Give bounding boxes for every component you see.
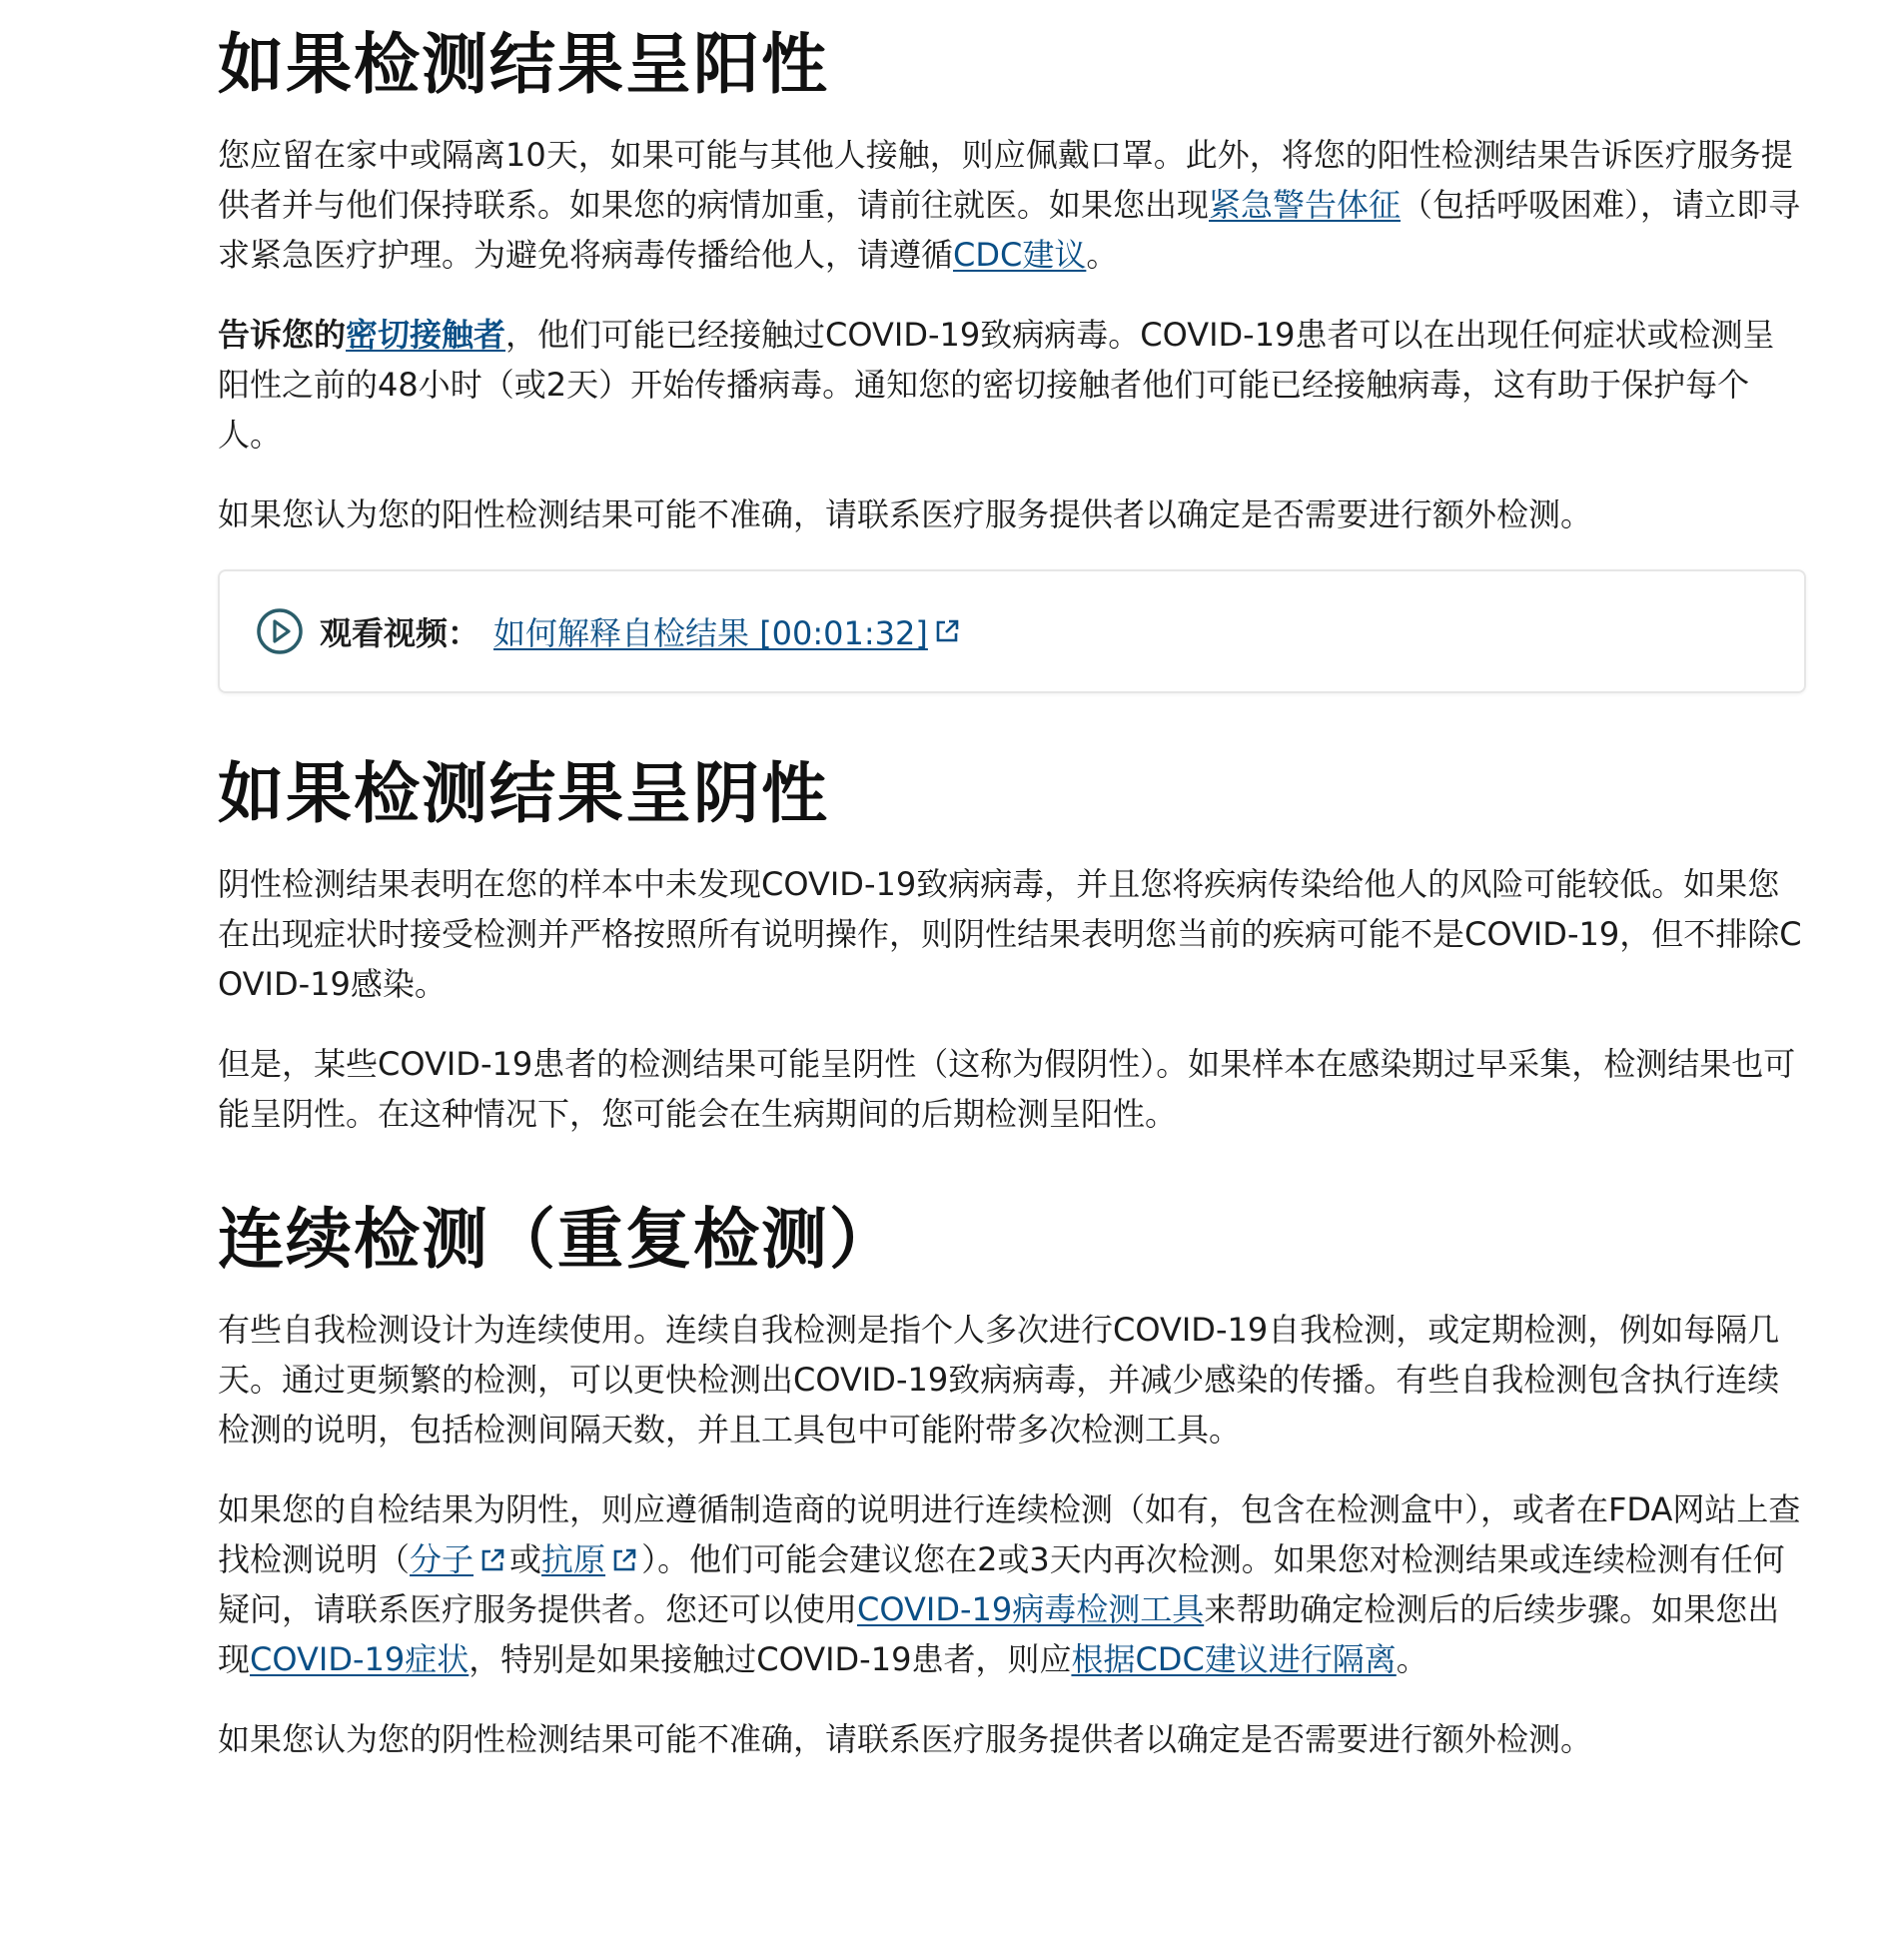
text: 来帮助确定检测后的后续步骤。如果您出现: [218, 1590, 1780, 1678]
antigen-link[interactable]: 抗原: [541, 1540, 606, 1578]
text: ，他们可能已经接触过COVID-19致病病毒。COVID-19患者可以在出现任何症状或检测呈阳性之前的48小时（或2天）开始传播病毒。通知您的密切接触者他们可能已经接触病毒，这有助于保护每个人。: [218, 316, 1775, 454]
external-link-icon: [479, 1547, 505, 1573]
video-callout: [218, 569, 1806, 693]
cdc-recommendations-link[interactable]: CDC建议: [953, 236, 1087, 274]
text: 。: [1396, 1640, 1428, 1678]
text: ，特别是如果接触过COVID-19患者，则应: [469, 1640, 1072, 1678]
serial-paragraph-3: 如果您认为您的阴性检测结果可能不准确，请联系医疗服务提供者以确定是否需要进行额外检测。: [218, 1720, 1593, 1758]
heading-positive: 如果检测结果呈阳性: [218, 26, 829, 103]
positive-paragraph-1: [218, 130, 1806, 280]
text: （包括呼吸困难），请立即寻求紧急医疗护理。为避免将病毒传播给他人，请遵循: [218, 186, 1801, 274]
bold-text: 告诉您的: [218, 316, 347, 354]
isolate-per-cdc-link[interactable]: 根据CDC建议进行隔离: [1071, 1640, 1397, 1678]
negative-paragraph-1: 阴性检测结果表明在您的样本中未发现COVID-19致病病毒，并且您将疾病传染给他人的风险可能较低。如果您在出现症状时接受检测并严格按照所有说明操作，则阴性结果表明您当前的疾病可能不是COVID-19，但不排除COVID-19感染。: [218, 865, 1802, 1003]
main-content: [218, 0, 1806, 1794]
viral-testing-tool-link[interactable]: COVID-19病毒检测工具: [857, 1590, 1205, 1628]
heading-negative: 如果检测结果呈阴性: [218, 755, 829, 832]
text: ）。他们可能会建议您在2或3天内再次检测。如果您对检测结果或连续检测有任何疑问，请联系医疗服务提供者。您还可以使用: [218, 1540, 1785, 1628]
text: 您应留在家中或隔离10天，如果可能与其他人接触，则应佩戴口罩。此外，将您的阳性检测结果告诉医疗服务提供者并与他们保持联系。如果您的病情加重，请前往就医。如果您出现: [218, 136, 1793, 224]
play-circle-icon[interactable]: [256, 607, 304, 655]
text: 如果您的自检结果为阴性，则应遵循制造商的说明进行连续检测（如有，包含在检测盒中），或者在FDA网站上查找检测说明（: [218, 1490, 1801, 1578]
molecular-link[interactable]: 分子: [410, 1540, 474, 1578]
video-label: 观看视频：: [320, 614, 480, 652]
serial-paragraph-2: [218, 1484, 1806, 1684]
text: 或: [509, 1540, 542, 1578]
text: 。: [1086, 236, 1119, 274]
negative-paragraph-2: 但是，某些COVID-19患者的检测结果可能呈阴性（这称为假阴性）。如果样本在感染期过早采集，检测结果也可能呈阴性。在这种情况下，您可能会在生病期间的后期检测呈阳性。: [218, 1045, 1796, 1133]
covid-symptoms-link[interactable]: COVID-19症状: [250, 1640, 470, 1678]
close-contacts-link[interactable]: 密切接触者: [346, 316, 506, 354]
serial-paragraph-1: 有些自我检测设计为连续使用。连续自我检测是指个人多次进行COVID-19自我检测，或定期检测，例如每隔几天。通过更频繁的检测，可以更快检测出COVID-19致病病毒，并减少感染的传播。有些自我检测包含执行连续检测的说明，包括检测间隔天数，并且工具包中可能附带多次检测工具。: [218, 1311, 1780, 1449]
positive-paragraph-2: [218, 310, 1806, 460]
emergency-warning-signs-link[interactable]: 紧急警告体征: [1209, 186, 1402, 224]
positive-paragraph-3: 如果您认为您的阳性检测结果可能不准确，请联系医疗服务提供者以确定是否需要进行额外检测。: [218, 495, 1593, 533]
video-link[interactable]: 如何解释自检结果 [00:01:32]: [493, 614, 928, 652]
heading-serial-testing: 连续检测（重复检测）: [218, 1201, 897, 1278]
external-link-icon: [611, 1547, 637, 1573]
external-link-icon: [934, 618, 960, 644]
